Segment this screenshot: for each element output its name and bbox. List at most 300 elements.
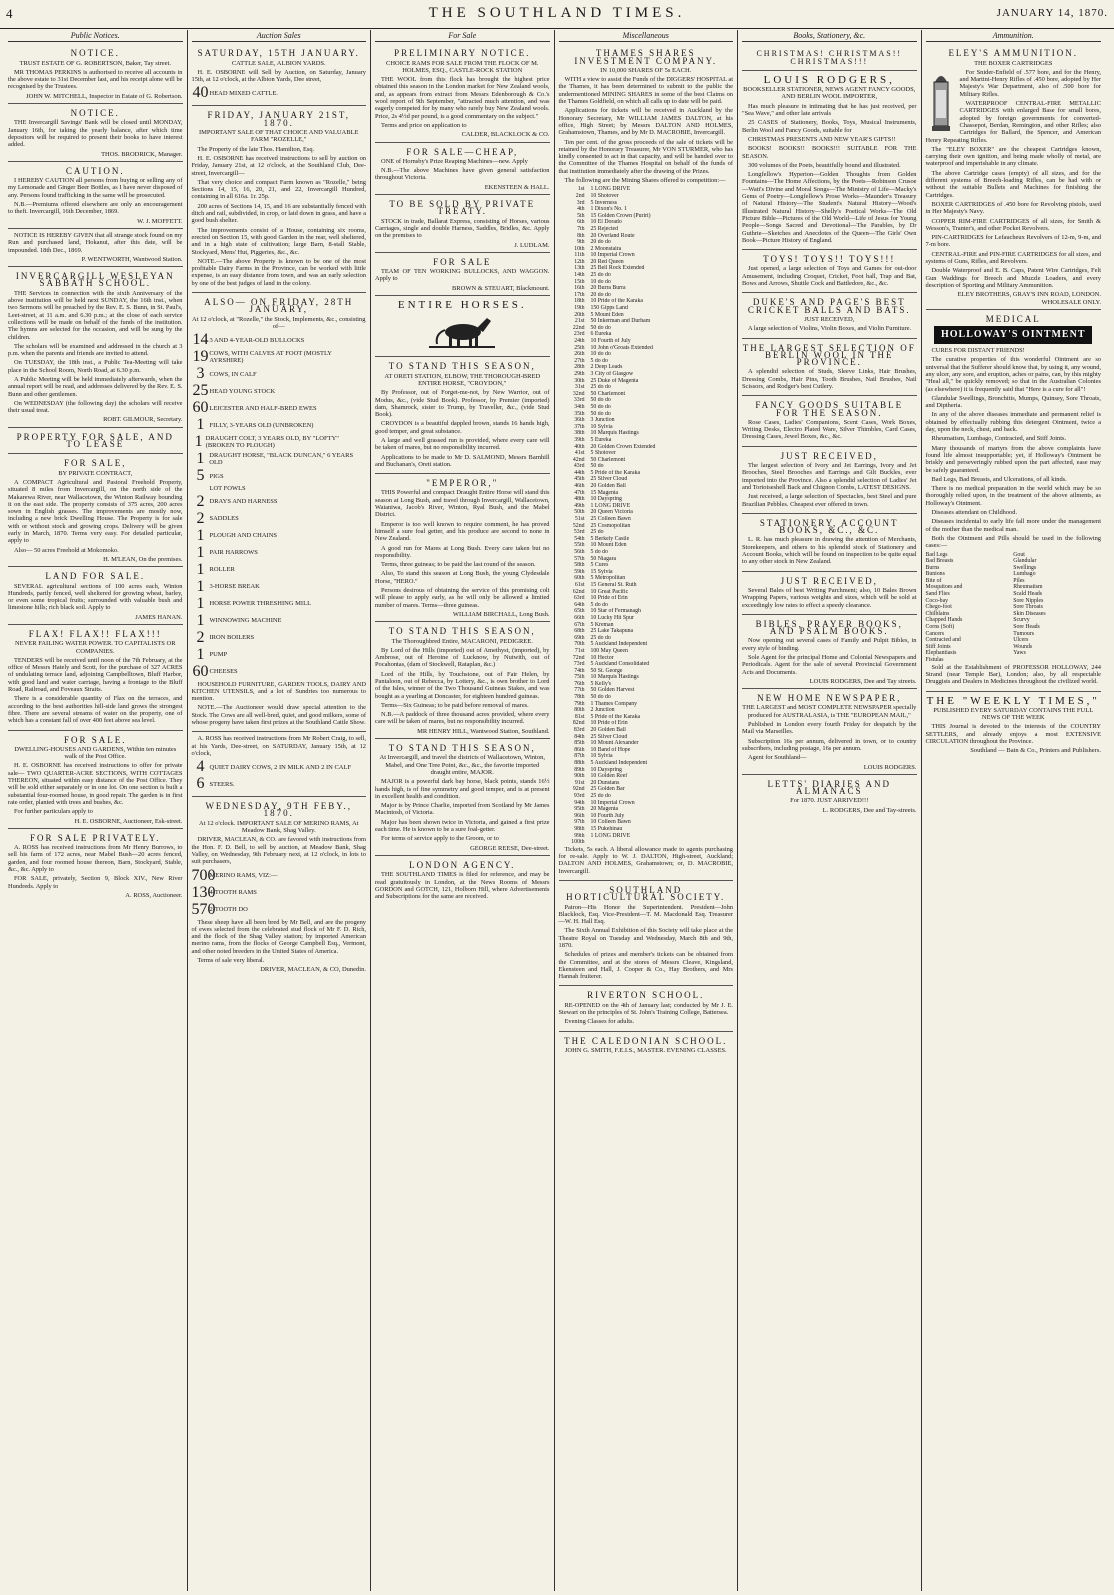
ad-paragraph: A. ROSS has received instructions from Mr Robert Craig, to sell, at his Yards, Dee-street, on SATURDAY, January 15th, at 12 o'clock, (191, 735, 366, 757)
prize-row (559, 542, 734, 549)
ad-paragraph: THE WOOL from this flock has brought the highest price obtained this season in the London market for New Zealand wools, and, as appears from extract from Messrs Edenborough & Co.'s wool report of 9th September, "attracted much attention, and was eagerly competed for by many who rarely buy New Zealand wools. Price, 2s 4½d per pound, is a good commentary on the subject." (375, 76, 550, 120)
case-item: Chilblains (925, 610, 950, 617)
prize-place: 87th (574, 753, 585, 760)
prize-share: 50 do do (590, 403, 611, 410)
ad-subtitle: CHOICE RAMS FOR SALE FROM THE FLOCK OF M. HOLMES, ESQ., CASTLE-ROCK STATION (386, 59, 539, 74)
ad-title: JUST RECEIVED, (780, 575, 878, 586)
prize-share: 10 Pride of the Karaka (590, 298, 643, 305)
prize-share: 25 do do (590, 272, 611, 279)
prize-place: 83rd (573, 727, 585, 734)
prize-row (559, 595, 734, 602)
column-heading: Public Notices. (8, 30, 183, 42)
ad-paragraph: HOUSEHOLD FURNITURE, GARDEN TOOLS, DAIRY AND KITCHEN UTENSILS, and a lot of Sundries too numerous to mention. (191, 680, 366, 703)
prize-place: 20th (574, 311, 585, 318)
prize-share: 10 Sylvia (590, 423, 613, 430)
prize-place: 50th (574, 509, 585, 516)
prize-place: 86th (574, 746, 585, 753)
prize-share: 10 Golden Reef (590, 773, 628, 780)
prize-place: 100th (571, 839, 585, 846)
prize-place: 89th (574, 766, 585, 773)
ad-subtitle: THE BOXER CARTRIDGES (974, 59, 1053, 67)
ad-title: WEDNESDAY, 9TH FEBY., 1870. (205, 801, 353, 819)
advertisement (8, 732, 183, 829)
prize-share: 10 Great Pacific (590, 588, 629, 595)
ad-paragraph: Applications for tickets will be received in Auckland by the Honorary Secretary, Mr WILLIAM JAMES DALTON, at his office, High Street; by Messrs DALTON AND HOLMES, Grahamstown, Thames, and by Mr D. MACROBIE, Invercargill. (558, 107, 733, 137)
prize-share: 50 do do (590, 410, 611, 417)
ad-title: FRIDAY, JANUARY 21ST, 1870. (207, 110, 351, 128)
prize-share: 100 May Queen (590, 647, 628, 654)
lot-description: 3-HORSE BREAK (209, 582, 260, 590)
prize-row (559, 714, 734, 721)
lot-row (192, 613, 367, 629)
prize-share: 50 do (590, 463, 604, 470)
prize-place: 85th (574, 740, 585, 747)
prize-row (559, 694, 734, 701)
prize-share: 5 Auckland Consolidated (590, 661, 650, 668)
ad-paragraph: THE Invercargill Savings' Bank will be closed until MONDAY, January 16th, for taking the yearly balance, after which time depositors will be required to present their books to have interest added. (8, 119, 183, 149)
lot-quantity: 1 (196, 560, 205, 578)
prize-share: 15 General St. Ruth (590, 581, 637, 588)
ad-title: PRELIMINARY NOTICE. (394, 48, 531, 59)
prize-row (559, 615, 734, 622)
lot-quantity: 25 (192, 382, 209, 400)
prize-place: 12th (574, 258, 585, 265)
ad-paragraph: These sheep have all been bred by Mr Bell, and are the progeny of ewes selected from the celebrated stud flock of Mr F. D. Rich, and the flock of the Shag Valley station; by imported American merino rams, from the flocks of George Campbell Esq., Vermont, and other noted breeders in the United States of America. (191, 918, 366, 955)
ad-title: THE LARGEST SELECTION OF BERLIN WOOL IN THE PROVINCE. (742, 342, 916, 368)
ad-title: LONDON AGENCY. (409, 859, 516, 870)
prize-share: 10 do do (590, 278, 611, 285)
prize-place: 3rd (576, 199, 585, 206)
ad-paragraph: Major is by Prince Charlie, imported from Scotland by Mr James Macintosh, of Victoria. (375, 802, 550, 817)
prize-place: 63rd (573, 595, 585, 602)
prize-row (559, 635, 734, 642)
prize-share: 20 Queen Victoria (590, 509, 633, 516)
lot-description: QUIET DAIRY COWS, 2 IN MILK AND 2 IN CALF (209, 763, 352, 771)
prize-share: 10 Mount Alexander (590, 740, 639, 747)
ad-title: FOR SALE PRIVATELY. (29, 832, 161, 843)
lot-description: IRON BOILERS (209, 633, 255, 641)
masthead (0, 0, 1114, 29)
ad-title: FOR SALE—CHEAP, (406, 146, 519, 157)
prize-place: 31st (574, 384, 585, 391)
ad-signature: W. J. MOFFETT. (137, 217, 183, 225)
lot-quantity: 4 (196, 758, 205, 776)
ad-title: THE "WEEKLY TIMES," (926, 694, 1100, 707)
prize-row (559, 470, 734, 477)
lot-quantity: 2 (196, 628, 205, 646)
prize-place: 30th (574, 377, 585, 384)
ad-paragraph: Diseases attendant on Childhood. (931, 509, 1018, 517)
ad-paragraph: That very choice and compact Farm known as "Rozelle," being Sections 14, 15, 16, 20, 21, and 22, Invercargill Hundred, containing in all 616a. 1r. 25p. (191, 178, 366, 201)
prize-row (559, 292, 734, 299)
advertisement (742, 515, 917, 572)
ad-paragraph: The above Cartridge cases (empty) of all sizes, and for the different systems of Breech-loading Rifles, can be had with or without the suitable Bullets and Machines for finishing the Cartridges. (925, 169, 1101, 199)
prize-place: 9th (577, 239, 585, 246)
lot-description: LEICESTER AND HALF-BRED EWES (209, 404, 317, 412)
ad-title: "EMPEROR," (426, 478, 499, 489)
advertisement (8, 429, 183, 455)
prize-row (559, 793, 734, 800)
prize-place: 79th (574, 700, 585, 707)
lot-quantity: 130 (191, 883, 216, 901)
lot-description: HORSE POWER THRESHING MILL (209, 599, 312, 607)
ad-paragraph: Diseases incidental to early life fall more under the management of the mother than the medical man. (925, 518, 1101, 533)
prize-share: 150 Gipps Land (590, 305, 628, 312)
ad-paragraph: NOTE.—The above Property is known to be one of the most profitable Dairy Farms in the Province, can be worked with little expense, is an easy distance from town, and was an early selection by one of the best judges of land in the colony. (191, 257, 366, 287)
advertisement (742, 690, 917, 775)
lot-row (192, 596, 367, 612)
ad-paragraph: THIS Journal is devoted to the interests of the COUNTRY SETTLERS, and already enjoys a most EXTENSIVE CIRCULATION throughout the Province. (925, 723, 1101, 745)
ad-subtitle: BOOKSELLER STATIONER, NEWS AGENT FANCY GOODS, AND BERLIN WOOL IMPORTER, (743, 86, 916, 101)
columns-container (4, 30, 1110, 1591)
issue-date: JANUARY 14, 1870. (996, 7, 1108, 19)
advertisement (742, 45, 917, 71)
prize-share: 1 Thames Company (590, 700, 638, 707)
prize-share: 20 Golden Ball (590, 727, 626, 734)
prize-share: 5 Auckland Independent (590, 760, 648, 766)
prize-row (559, 661, 734, 668)
prize-share: 10 Imperial Crown (590, 252, 635, 259)
prize-share: 25 do do (590, 792, 611, 799)
prize-share: 20 Burra Burra (590, 285, 626, 292)
prize-row (559, 747, 734, 754)
advertisement (8, 568, 183, 625)
prize-share: 50 Golden Harvest (590, 687, 635, 694)
prize-place: 23rd (573, 331, 585, 338)
prize-share: 25 do do (590, 384, 611, 391)
ad-paragraph: MAJOR is a powerful dark bay horse, black points, stands 16½ hands high, is of fine symmetry and good temper, and is at present in excellent health and condition. (375, 778, 550, 800)
ad-title: CHRISTMAS! CHRISTMAS!! CHRISTMAS!!! (756, 49, 903, 66)
ad-paragraph: There is no medical preparation in the world which may be so thoroughly relied upon, in the treatment of the above ailments, as Holloway's Ointment. (925, 485, 1101, 507)
lots-list (192, 332, 367, 679)
case-item: Fistulas (925, 657, 944, 664)
prize-share: 25 Rejected (590, 225, 619, 232)
lot-description: PLOUGH AND CHAINS (209, 531, 278, 539)
ad-paragraph: CHRISTMAS PRESENTS AND NEW YEAR'S GIFTS!! (748, 135, 896, 143)
prize-share: 20 Magenta (590, 806, 619, 813)
holloway-note: Sold at the Establishment of PROFESSOR HOLLOWAY, 244 Strand (near Temple Bar), London; also, by all respectable Druggists and Dealers in Medicines throughout the civilized world. (925, 663, 1101, 686)
prize-share: 5 Kelly's (590, 680, 612, 687)
prize-share: 10 Pride of Erin (590, 595, 628, 602)
prize-place: 68th (574, 628, 585, 635)
advertisement (742, 251, 917, 293)
ad-paragraph: Published in London every fourth Friday for despatch by the Mail via Marseilles. (742, 721, 917, 736)
prize-share: 25 Bell Rock Extended (590, 265, 645, 272)
prize-place: 66th (574, 614, 585, 621)
lot-description: PUMP (209, 650, 228, 658)
prize-row (559, 575, 734, 582)
prize-share: 5 Auckland Independent (590, 641, 648, 648)
column-ammunition (922, 30, 1106, 1591)
prize-row (559, 727, 734, 734)
ad-paragraph: NOTICE IS HEREBY GIVEN that all strange stock found on my Run and purchased land, Hokanui, after this date, will be impounded. 18th Dec., 1869. (8, 231, 183, 254)
prize-place: 92nd (572, 786, 585, 793)
ad-title: RIVERTON SCHOOL. (587, 990, 705, 1001)
ad-signature: LOUIS RODGERS, Dee and Tay streets. (809, 677, 917, 685)
case-item: Rheumatism (1013, 584, 1043, 591)
prize-place: 32nd (572, 390, 585, 397)
prize-place: 14th (574, 272, 585, 279)
ad-paragraph: Longfellow's Hyperion—Golden Thoughts from Golden Fountains—The Home Affections, by the Poets—Robinson Crusoe—Watt's Divine and Moral Songs—The Ministry of Life—Macky's Gems of Poetry—Longfellow's Prose Works—Maunder's Treasury of Natural History—The Student's Natural History—Wood's Illustrated Natural History—Shelly's Poetical Works—The Old Picture Bible—Pictures of the Old World—Life of Jesus for Young People—Songs Sacred and Devotional—The Parables, by Dr Guthrie—Sketches and Anecdotes of the Queen—The Girls' Own Book—Picture History of England. (742, 171, 917, 244)
ad-paragraph: A large and well grassed run is provided, where every care will be taken of mares, but no responsibility incurred. (375, 436, 550, 452)
ad-paragraph: The following are the Mining Shares offered to competition:— (564, 177, 726, 185)
lot-quantity: 1 (196, 450, 205, 468)
prize-share: 1 LONG DRIVE (590, 502, 631, 509)
prize-share: 10 do do (590, 351, 611, 358)
prize-row (559, 496, 734, 503)
advertisement (375, 196, 550, 253)
prize-share: 3 City of Glasgow (590, 370, 634, 377)
ad-paragraph: L. R. has much pleasure in drawing the attention of Merchants, Storekeepers, and others to his splendid stock of Stationery and Account Books, which will be found on inspection to be quite equal to any other stock in New Zealand. (742, 536, 917, 566)
advertisement (926, 311, 1102, 692)
prize-place: 80th (574, 707, 585, 714)
prize-place: 41st (574, 450, 585, 457)
prize-row (559, 476, 734, 483)
advertisement (742, 294, 917, 338)
ad-title: ELEY'S AMMUNITION. (948, 48, 1079, 59)
prize-place: 28th (574, 364, 585, 371)
prize-row (559, 371, 734, 378)
ad-paragraph: Just received, a large selection of Spectacles, best Steel and pure Brazilian Pebbles. Cheapest ever offered in town. (742, 493, 917, 508)
prize-share: 25 Silver Cloud (590, 476, 628, 483)
advertisement (375, 623, 550, 739)
ad-subtitle: NEVER FAILING WATER POWER. TO CAPITALISTS OR COMPANIES. (14, 640, 176, 655)
ad-signature: CALDER, BLACKLOCK & CO. (461, 131, 550, 139)
ad-paragraph: Both the Ointment and Pills should be used in the following cases:— (925, 534, 1101, 550)
prize-row (559, 819, 734, 826)
ad-paragraph: THE Services in connection with the sixth Anniversary of the above institution will be held next SUNDAY, the 16th inst., when two Sermons will be preached by the Rev. E. S. Bunn, in St. Paul's, Leet-street, at 11 a.m. and 6.30 p.m.; at the close of each service collections will be made on behalf of the funds of the institution. The hymns are selected for the occasion, and will be sung by the children. (8, 289, 183, 341)
advertisement (742, 448, 917, 514)
cases-right (1013, 552, 1101, 664)
advertisement (8, 45, 183, 104)
ad-paragraph: By Lord of the Hills (imported) out of Amethyst, (imported), by Ambrose, out of Heroine of Lucknow, by Nutwith, out of Pocahontas, (dam of Stockwell, Rataplan, &c.) (375, 646, 550, 669)
ad-paragraph: For further particulars apply to (14, 808, 93, 816)
ad-paragraph: FOR SALE, privately, Section 9, Block XIV., New River Hundreds. Apply to (8, 875, 183, 890)
prize-row (559, 622, 734, 629)
prize-place: 27th (574, 357, 585, 364)
advertisement (8, 268, 183, 428)
prize-place: 88th (574, 760, 585, 766)
advertisement (926, 693, 1102, 758)
ad-subtitle: IN 10,000 SHARES OF 5s EACH. (600, 66, 692, 74)
lot-row (192, 868, 367, 884)
ad-paragraph: A good run for Mares at Long Bush. Every care taken but no responsibility. (375, 544, 550, 559)
lot-description: FILLY, 3-YEARS OLD (UNBROKEN) (209, 421, 314, 429)
cases-list (926, 552, 1102, 664)
ad-paragraph: H. E. OSBORNE has received instructions to offer for private sale— TWO QUARTER-ACRE SECTIONS, WITH COTTAGES THEREON, situated within easy distance of the Post Office. They will be sold either separately or in one lot. On one section is built a substantial four-roomed house, in good repair. The garden is in first rate order, planted with trees and bushes, &c. (8, 762, 183, 806)
prize-place: 52nd (572, 522, 585, 529)
ad-paragraph: The curative properties of this wonderful Ointment are so universal that the Sufferer should know that, by using it, any wound, any ulcer, any sore, and eruption, aches or pains, can, by this mighty "Heal all," be quickly removed; so that in the Australian Colonies (as elsewhere) it is frequently said that "Here is a cure for all"! (925, 356, 1101, 393)
column-public-notices (4, 30, 188, 1591)
ad-signature: EKENSTEEN & HALL. (484, 183, 550, 191)
prize-share: 50 Inkerman and Durham (590, 318, 651, 325)
lot-row (192, 776, 367, 792)
prize-place: 53rd (573, 529, 585, 536)
prize-row (559, 648, 734, 655)
ad-subtitle: At 12 o'clock. IMPORTANT SALE OF MERINO RAMS, At Meadow Bank, Shag Valley. (199, 819, 359, 835)
ad-paragraph: Major has been shown twice in Victoria, and gained a first prize each time. He is known to be a sure foal-getter. (375, 818, 550, 834)
prize-row (559, 813, 734, 820)
prize-row (559, 523, 734, 530)
ad-paragraph: BOOKS! BOOKS!! BOOKS!!! SUITABLE FOR THE SEASON. (742, 145, 917, 160)
ad-signature: H. E. OSBORNE, Auctioneer, Esk-street. (74, 817, 183, 825)
ad-paragraph: THIS Powerful and compact Draught Entire Horse will stand this season at Long Bush, and travel through Invercargill, Wallacetown, Waianiwa, Jacob's River, Winton, Ryal Bush, and the Mabel District. (375, 489, 550, 519)
column-heading: Miscellaneous (559, 30, 734, 42)
case-item: Coco-bay (925, 597, 949, 604)
prize-place: 59th (574, 568, 585, 575)
ad-title: NOTICE. (70, 48, 120, 59)
prize-row (559, 490, 734, 497)
prize-row (559, 780, 734, 787)
ad-paragraph: Agent for Southland— (748, 754, 807, 762)
prize-row (559, 602, 734, 609)
prize-share: 20 Dunstans (590, 779, 620, 786)
prize-row (559, 734, 734, 741)
lot-quantity: 1 (196, 594, 205, 612)
ad-paragraph: Terms, three guineas; to be paid the last round of the season. (381, 561, 536, 569)
prize-row (559, 318, 734, 325)
lot-row (192, 400, 367, 416)
prize-share: 5 Pride of the Karaka (590, 713, 641, 720)
prize-place: 5th (577, 212, 585, 219)
prize-share: 50 do do (590, 694, 611, 701)
ad-signature: ELEY BROTHERS, GRAY'S INN ROAD, LONDON. WHOLESALE ONLY. (957, 291, 1101, 306)
lot-row (192, 630, 367, 646)
prize-place: 21st (574, 318, 585, 325)
ad-subtitle: The Thoroughbred Entire, MACARONI, PEDIGREE. (391, 637, 533, 645)
ad-paragraph: The largest selection of Ivory and Jet Earrings, Ivory and Jet Brooches, Steel Brooches and Earrings and Gilt Buckles, ever imported into the Province. Also a splendid selection of Ladies' Jet and Tortoiseshell Back and Chignon Combs, LATEST DESIGNS. (742, 462, 917, 491)
prize-share: 10 El Dorado (590, 219, 622, 226)
lot-row (192, 417, 367, 433)
prize-row (559, 569, 734, 576)
lot-quantity: 5 (196, 467, 205, 485)
prize-place: 99th (574, 832, 585, 839)
prize-note: Tickets, 5s each. A liberal allowance made to agents purchasing for re-sale. Apply to W. J. DALTON, High-street, Auckland; DALTON AND HOLMES, Grahamstown; or, D. MACROBIE, Invercargill. (558, 845, 733, 875)
advertisement (8, 830, 183, 902)
prize-place: 98th (574, 825, 585, 832)
ad-title: FOR SALE (433, 256, 492, 267)
lot-quantity: 60 (192, 662, 209, 680)
ad-paragraph: H. E. OSBORNE will Sell by Auction, on Saturday, January 15th, at 12 o'clock, at the Albion Yards, Dee street, (191, 68, 366, 84)
prize-place: 35th (574, 410, 585, 417)
advertisement (375, 475, 550, 622)
lot-row (192, 494, 367, 510)
lot-row (192, 647, 367, 663)
lot-description: ROLLER (209, 565, 235, 573)
lot-description: 4-TOOTH RAMS (209, 888, 257, 896)
prize-row (559, 450, 734, 457)
lot-row (192, 434, 367, 450)
case-item: Scurvy (1013, 617, 1030, 624)
newspaper-title: THE SOUTHLAND TIMES. (428, 5, 686, 21)
ad-paragraph: For terms of service apply to the Groom, or to (381, 835, 499, 843)
prize-place: 17th (574, 291, 585, 298)
prize-share: 5 Berkely Castle (590, 535, 630, 542)
advertisement (375, 144, 550, 195)
ad-paragraph: The Property of the late Thos. Hamilton, Esq. (197, 145, 315, 153)
ad-title: TOYS! TOYS!! TOYS!!! (763, 254, 896, 265)
page-number: 4 (6, 6, 13, 21)
advertisement (559, 1033, 734, 1060)
prize-row (559, 364, 734, 371)
ad-title: ALSO— ON FRIDAY, 28TH JANUARY, (204, 297, 354, 315)
prize-share: 50 Niagara (590, 555, 617, 562)
lot-row (192, 545, 367, 561)
prize-share: 20 do do (590, 239, 611, 246)
prize-row (559, 437, 734, 444)
advertisement (8, 163, 183, 229)
prize-share: 5 Kreman (590, 621, 614, 628)
cases-left (926, 552, 1014, 664)
ad-paragraph: The "ELEY BOXER" are the cheapest Cartridges known, carrying their own ignition, and being made wholly of metal, are waterproof and imperishable in any climate. (925, 145, 1101, 168)
ad-paragraph: In any of the above diseases immediate and permanent relief is obtained by effectually rubbing this detergent Ointment, twice a day, upon the neck, chest, and back. (925, 411, 1101, 434)
lot-description: 2-TOOTH DO (209, 905, 248, 913)
ad-paragraph: Glandular Swellings, Bronchitis, Mumps, Quinsey, Sore Throats, and Diptheria. (925, 394, 1101, 410)
prize-place: 1st (577, 186, 585, 193)
cartridge-icon (926, 70, 956, 132)
prize-place: 22nd (572, 324, 585, 331)
prize-share: 50 Charlemont (590, 390, 626, 397)
prize-row (559, 826, 734, 833)
prize-place: 18th (574, 298, 585, 305)
ad-paragraph: A large selection of Violins, Violin Boxes, and Violin Furniture. (748, 325, 912, 333)
prize-row (559, 687, 734, 694)
lot-quantity: 40 (192, 84, 209, 102)
prize-row (559, 252, 734, 259)
prize-place: 61st (574, 581, 585, 588)
lot-description: PAIR HARROWS (209, 548, 258, 556)
lot-row (192, 511, 367, 527)
ad-paragraph: Also, To stand this season at Long Bush, the young Clydesdale Horse, "HERO." (375, 570, 550, 585)
lot-quantity: 6 (196, 775, 205, 793)
prize-place: 2nd (575, 192, 585, 199)
prize-share: 10 Marquis Hastings (590, 430, 639, 437)
case-item: Glandular Swellings (1013, 558, 1037, 571)
prize-row (559, 404, 734, 411)
ad-paragraph: A Public Meeting will be held immediately afterwards, when the annual report will be read, and addresses delivered by the Rev. E. S. Bunn and other gentlemen. (8, 375, 183, 398)
prize-row (559, 444, 734, 451)
advertisement (375, 254, 550, 296)
prize-row (559, 331, 734, 338)
prize-share: 10 Dayspring (590, 496, 622, 503)
advertisement (559, 987, 734, 1031)
prize-share: 25 do do (590, 634, 611, 641)
prize-row (559, 503, 734, 510)
case-item: Bunions (925, 571, 945, 578)
prize-place: 26th (574, 351, 585, 358)
prize-row (559, 186, 734, 193)
prize-share: 5 do do (590, 357, 608, 364)
ad-signature: GEORGE REESE, Dee-street. (470, 844, 550, 852)
ad-subtitle: PUBLISHED EVERY SATURDAY CONTAINS THE FULL NEWS OF THE WEEK (933, 706, 1094, 722)
prize-share: 3 Junction (590, 417, 615, 424)
ad-paragraph: Now opening out several cases of Family and Pulpit Bibles, in every style of binding. (742, 637, 917, 652)
ad-subtitle: JOHN G. SMITH, F.E.I.S., MASTER. EVENING CLASSES. (564, 1046, 727, 1054)
lot-row (192, 485, 367, 492)
ad-paragraph: CURES FOR DISTANT FRIENDS! (931, 347, 1025, 355)
case-item: Yaws (1013, 650, 1026, 657)
prize-place: 45th (574, 476, 585, 483)
ad-paragraph: Terms of sale very liberal. (197, 957, 265, 965)
prize-row (559, 740, 734, 747)
advertisement (8, 230, 183, 267)
prize-row (559, 298, 734, 305)
prize-share: 1 Dixon's No. 1 (590, 206, 627, 213)
prize-row (559, 641, 734, 648)
ad-paragraph: RE-OPENED on the 4th of January last; conducted by Mr J. E. Stewart on the principles of St. John's Training College, Battersea. (558, 1001, 733, 1017)
prize-share: 20 Red Queen (590, 258, 624, 265)
case-item: Burns (925, 564, 940, 571)
